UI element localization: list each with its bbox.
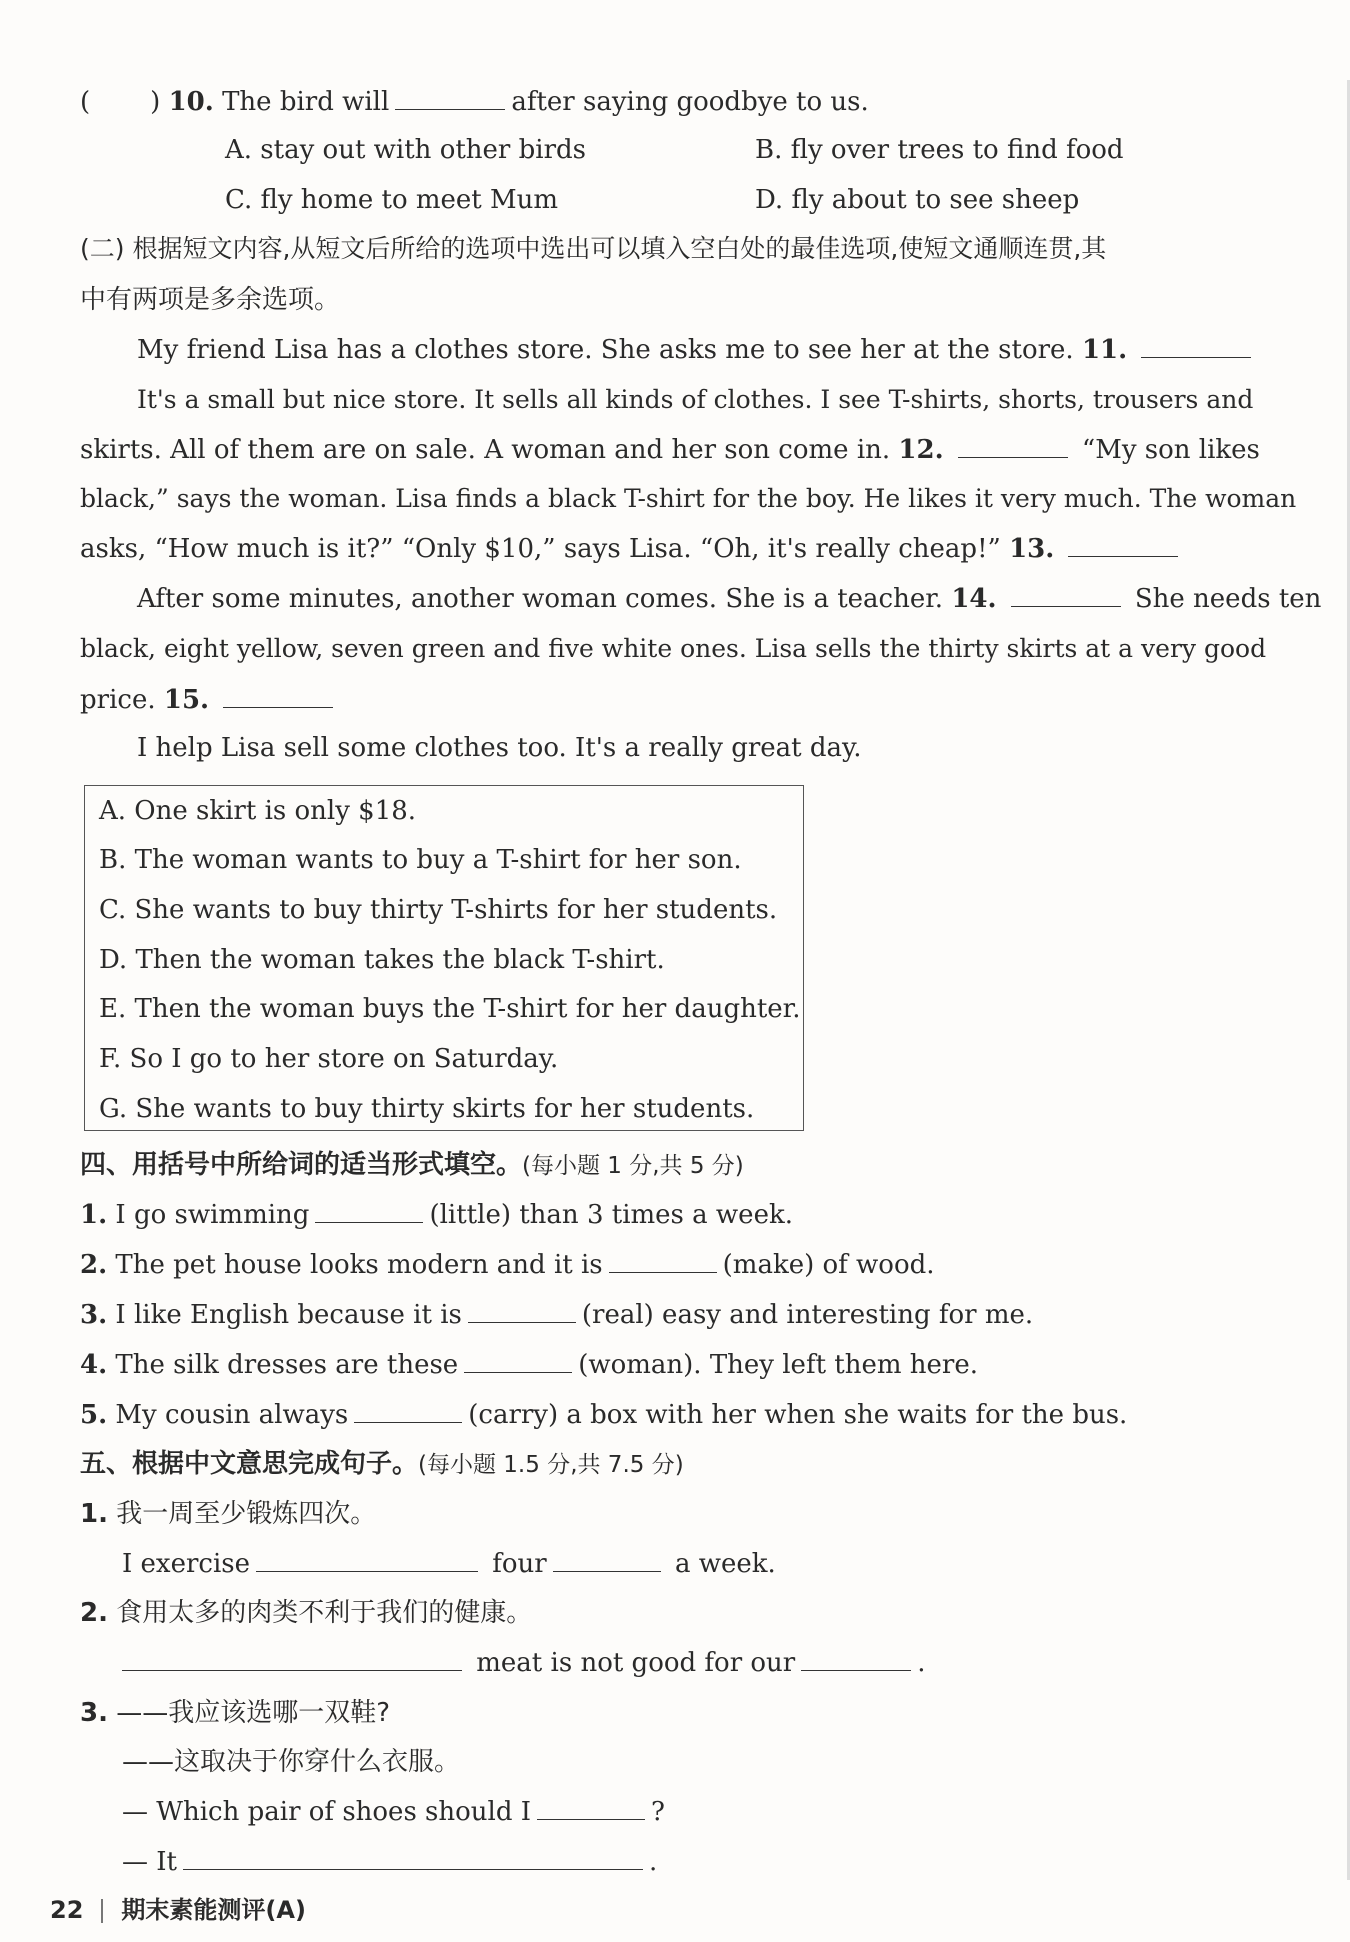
answer-blank[interactable]	[395, 85, 505, 110]
passage-line: asks, “How much is it?” “Only $10,” says Lisa. “Oh, it's really cheap!” 13.	[80, 532, 1184, 566]
part2-instruction: (二) 根据短文内容,从短文后所给的选项中选出可以填入空白处的最佳选项,使短文通顺连贯,其	[80, 234, 1107, 263]
answer-blank-14[interactable]	[1011, 582, 1121, 607]
answer-blank-12[interactable]	[958, 433, 1068, 458]
answer-blank[interactable]	[468, 1298, 576, 1323]
option-item: F. So I go to her store on Saturday.	[99, 1044, 559, 1074]
passage-line: I help Lisa sell some clothes too. It's a really great day.	[137, 733, 862, 763]
answer-blank[interactable]	[537, 1795, 645, 1820]
answer-blank[interactable]	[801, 1646, 911, 1671]
option-item: E. Then the woman buys the T-shirt for her daughter.	[99, 994, 801, 1024]
answer-blank[interactable]	[354, 1398, 462, 1423]
answer-blank[interactable]	[464, 1348, 572, 1373]
section-title: 五、根据中文意思完成句子。	[80, 1449, 419, 1479]
passage-line: black, eight yellow, seven green and five white ones. Lisa sells the thirty skirts at a very good	[80, 634, 1267, 663]
answer-blank[interactable]	[122, 1646, 462, 1671]
fill-item: 5. My cousin always (carry) a box with her when she waits for the bus.	[80, 1400, 1128, 1430]
fill-item: 2. The pet house looks modern and it is (make) of wood.	[80, 1250, 935, 1280]
page-number: 22	[50, 1896, 84, 1924]
section-score: (每小题 1 分,共 5 分)	[522, 1153, 744, 1179]
option-item: C. She wants to buy thirty T-shirts for her students.	[99, 895, 778, 925]
part2-instruction-cont: 中有两项是多余选项。	[80, 285, 341, 315]
passage-line: price. 15.	[80, 683, 339, 717]
answer-blank[interactable]	[256, 1547, 478, 1572]
answer-blank[interactable]	[315, 1198, 423, 1223]
option-b: B. fly over trees to find food	[755, 135, 1124, 165]
answer-blank-15[interactable]	[223, 683, 333, 708]
answer-blank-11[interactable]	[1141, 333, 1251, 358]
question-number: 10.	[168, 87, 214, 117]
passage-line: skirts. All of them are on sale. A woman and her son come in. 12. “My son likes	[80, 435, 1260, 465]
translation-answer-3a: — Which pair of shoes should I ?	[122, 1797, 665, 1827]
blank-number-11: 11.	[1081, 335, 1128, 365]
section-5-heading	[80, 1447, 684, 1482]
translation-answer-3b: — It .	[122, 1847, 658, 1877]
options-box	[84, 785, 804, 1131]
passage-line: My friend Lisa has a clothes store. She asks me to see her at the store. 11.	[137, 333, 1257, 367]
section-title: 四、用括号中所给词的适当形式填空。	[80, 1150, 523, 1180]
fill-item: 4. The silk dresses are these (woman). They left them here.	[80, 1350, 978, 1380]
passage-line: It's a small but nice store. It sells all kinds of clothes. I see T-shirts, shorts, trousers and	[137, 385, 1254, 414]
question-10	[80, 85, 869, 119]
page-footer	[50, 1890, 306, 1925]
option-item: G. She wants to buy thirty skirts for her students.	[99, 1094, 755, 1124]
option-d: D. fly about to see sheep	[755, 185, 1080, 215]
blank-number-13: 13.	[1009, 534, 1055, 564]
option-c: C. fly home to meet Mum	[225, 185, 559, 215]
section-4-heading	[80, 1148, 744, 1183]
footer-title: 期末素能测评(A)	[121, 1896, 306, 1924]
question-stem: The bird will	[222, 87, 390, 117]
option-a: A. stay out with other birds	[225, 135, 586, 165]
answer-blank[interactable]	[609, 1248, 717, 1273]
translation-answer-2: meat is not good for our .	[122, 1646, 925, 1680]
translation-item-3: 3. ——我应该选哪一双鞋?	[80, 1698, 391, 1728]
blank-number-15: 15.	[163, 685, 210, 715]
footer-divider	[101, 1899, 103, 1923]
answer-paren-close: )	[150, 87, 161, 117]
blank-number-14: 14.	[951, 584, 997, 614]
translation-item-1: 1. 我一周至少锻炼四次。	[80, 1499, 377, 1529]
answer-paren-open: (	[80, 87, 91, 117]
passage-line: black,” says the woman. Lisa finds a black T-shirt for the boy. He likes it very much. The woman	[80, 484, 1297, 513]
answer-blank-13[interactable]	[1068, 532, 1178, 557]
blank-number-12: 12.	[898, 435, 944, 465]
fill-item: 3. I like English because it is (real) easy and interesting for me.	[80, 1300, 1034, 1330]
translation-answer-1: I exercise four a week.	[122, 1549, 776, 1579]
option-item: B. The woman wants to buy a T-shirt for her son.	[99, 845, 742, 875]
option-item: A. One skirt is only $18.	[99, 796, 417, 826]
translation-item-3-line2: ——这取决于你穿什么衣服。	[122, 1747, 461, 1777]
option-item: D. Then the woman takes the black T-shirt.	[99, 945, 665, 975]
translation-item-2: 2. 食用太多的肉类不利于我们的健康。	[80, 1598, 533, 1628]
answer-blank[interactable]	[553, 1547, 661, 1572]
fill-item: 1. I go swimming (little) than 3 times a week.	[80, 1200, 793, 1230]
passage-line: After some minutes, another woman comes. She is a teacher. 14. She needs ten	[137, 584, 1322, 614]
section-score: (每小题 1.5 分,共 7.5 分)	[418, 1452, 684, 1478]
answer-blank[interactable]	[183, 1845, 643, 1870]
question-stem-end: after saying goodbye to us.	[511, 87, 869, 117]
